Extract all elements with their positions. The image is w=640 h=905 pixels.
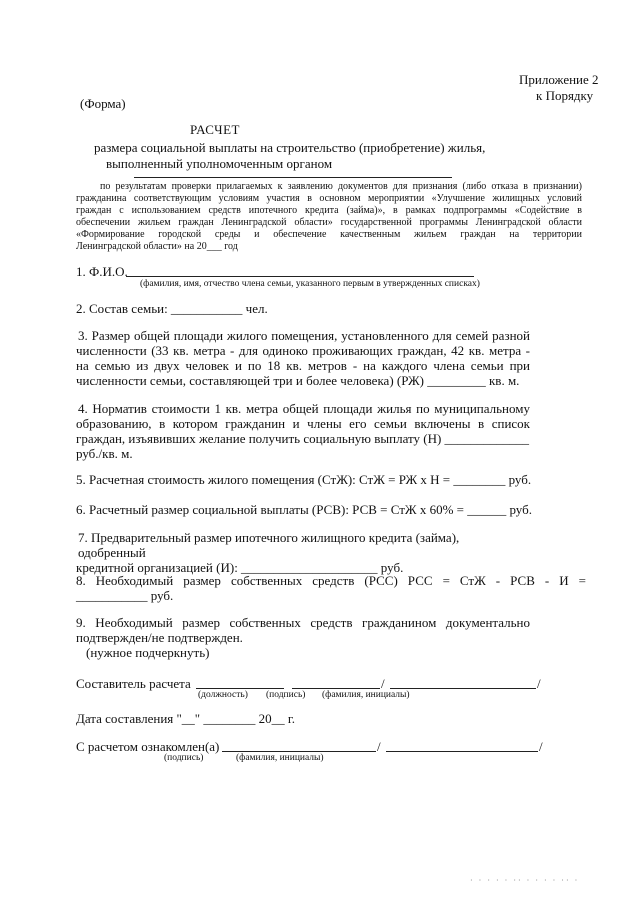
item-1-caption: (фамилия, имя, отчество члена семьи, указанного первым в утвержденных списках) xyxy=(140,279,480,289)
item-3-block xyxy=(76,328,530,388)
item-9-line: 9. Необходимый размер собственных средств гражданином документально xyxy=(76,615,530,630)
item-9-block xyxy=(76,615,530,660)
title-subline-1: размера социальной выплаты на строительство (приобретение) жилья, xyxy=(94,140,486,155)
item-9-note: (нужное подчеркнуть) xyxy=(86,645,210,660)
preamble-line: обеспечении жильем граждан Ленинградской области» государственной программы Ленинградской области xyxy=(76,217,582,228)
item-8-block xyxy=(76,573,586,603)
preamble-line: граждан с использованием средств ипотечного кредита (займа)», в рамках подпрограммы «Содействие в xyxy=(76,205,582,216)
item-4-block xyxy=(76,401,530,461)
compiler-name-field xyxy=(390,688,536,689)
item-3-line: численности семьи, составляющей три и более человека) (РЖ) _________ кв. м. xyxy=(76,373,520,388)
caption-position: (должность) xyxy=(198,690,248,700)
preamble-line: гражданина соответствующим условиям участия в основном мероприятии «Улучшение жилищных условий xyxy=(76,193,582,204)
item-1-fio-field xyxy=(126,276,474,277)
item-4-line: граждан, изъявивших желание получить социальную выплату (Н) _____________ xyxy=(76,431,530,446)
acquainted-name-field xyxy=(386,751,538,752)
compiler-signature-field xyxy=(292,688,380,689)
preamble-line: «Формирование городской среды и обеспечение качественным жильем граждан на территории xyxy=(76,229,582,240)
item-2-family-size: 2. Состав семьи: ___________ чел. xyxy=(76,301,268,316)
item-5-estimated-cost: 5. Расчетная стоимость жилого помещения (СтЖ): СтЖ = РЖ х Н = ________ руб. xyxy=(76,472,532,487)
item-9-line: подтвержден/не подтвержден. xyxy=(76,630,243,645)
item-7-line: кредитной организацией (И): _____________________ руб. xyxy=(76,560,404,575)
item-3-line: численности (33 кв. метра - для одиноко проживающих граждан, 42 кв. метра - xyxy=(76,343,530,358)
item-6-payment-size: 6. Расчетный размер социальной выплаты (РСВ): РСВ = СтЖ х 60% = ______ руб. xyxy=(76,502,533,517)
item-7-block xyxy=(76,530,530,575)
preamble-line: Ленинградской области» на 20___ год xyxy=(76,241,238,252)
item-7-line: 7. Предварительный размер ипотечного жилищного кредита (займа), одобренный xyxy=(78,530,460,560)
caption-name: (фамилия, инициалы) xyxy=(322,690,410,700)
item-8-line: ___________ руб. xyxy=(76,588,174,603)
appendix-line-1: Приложение 2 xyxy=(519,72,599,87)
compiler-label: Составитель расчета xyxy=(76,676,191,691)
scan-noise: · · · · · ·· · · · · ·· · xyxy=(470,876,580,885)
preamble xyxy=(76,181,582,253)
compiler-slash-end: / xyxy=(537,676,541,691)
item-4-line: образованию, в котором гражданин и члены его семьи включены в список xyxy=(76,416,530,431)
item-3-line: 3. Размер общей площади жилого помещения, установленного для семей разной xyxy=(78,328,530,343)
item-3-line: на семью из двух человек и по 18 кв. метров - на каждого члена семьи при xyxy=(76,358,530,373)
caption-acq-name: (фамилия, инициалы) xyxy=(236,753,324,763)
title-subline-2: выполненный уполномоченным органом xyxy=(106,156,333,171)
caption-acq-signature: (подпись) xyxy=(164,753,204,763)
document-title: РАСЧЕТ xyxy=(190,122,240,137)
acquainted-label: С расчетом ознакомлен(а) xyxy=(76,739,220,754)
compiler-position-field xyxy=(196,688,284,689)
form-label: (Форма) xyxy=(80,96,126,111)
item-4-line: руб./кв. м. xyxy=(76,446,133,461)
compilation-date: Дата составления "__" ________ 20__ г. xyxy=(76,711,295,726)
authority-name-underline xyxy=(134,177,452,178)
acquainted-slash: / xyxy=(377,739,381,754)
item-4-line: 4. Норматив стоимости 1 кв. метра общей площади жилья по муниципальному xyxy=(78,401,530,416)
item-8-line: 8. Необходимый размер собственных средств (РСС) РСС = СтЖ - РСВ - И = xyxy=(76,573,586,588)
appendix-line-2: к Порядку xyxy=(536,88,594,103)
item-1-fio-label: 1. Ф.И.О. xyxy=(76,264,128,279)
preamble-line: по результатам проверки прилагаемых к заявлению документов для признания (либо отказа в признании) xyxy=(100,181,582,192)
acquainted-signature-field xyxy=(222,751,376,752)
acquainted-slash-end: / xyxy=(539,739,543,754)
compiler-slash: / xyxy=(381,676,385,691)
caption-signature: (подпись) xyxy=(266,690,306,700)
